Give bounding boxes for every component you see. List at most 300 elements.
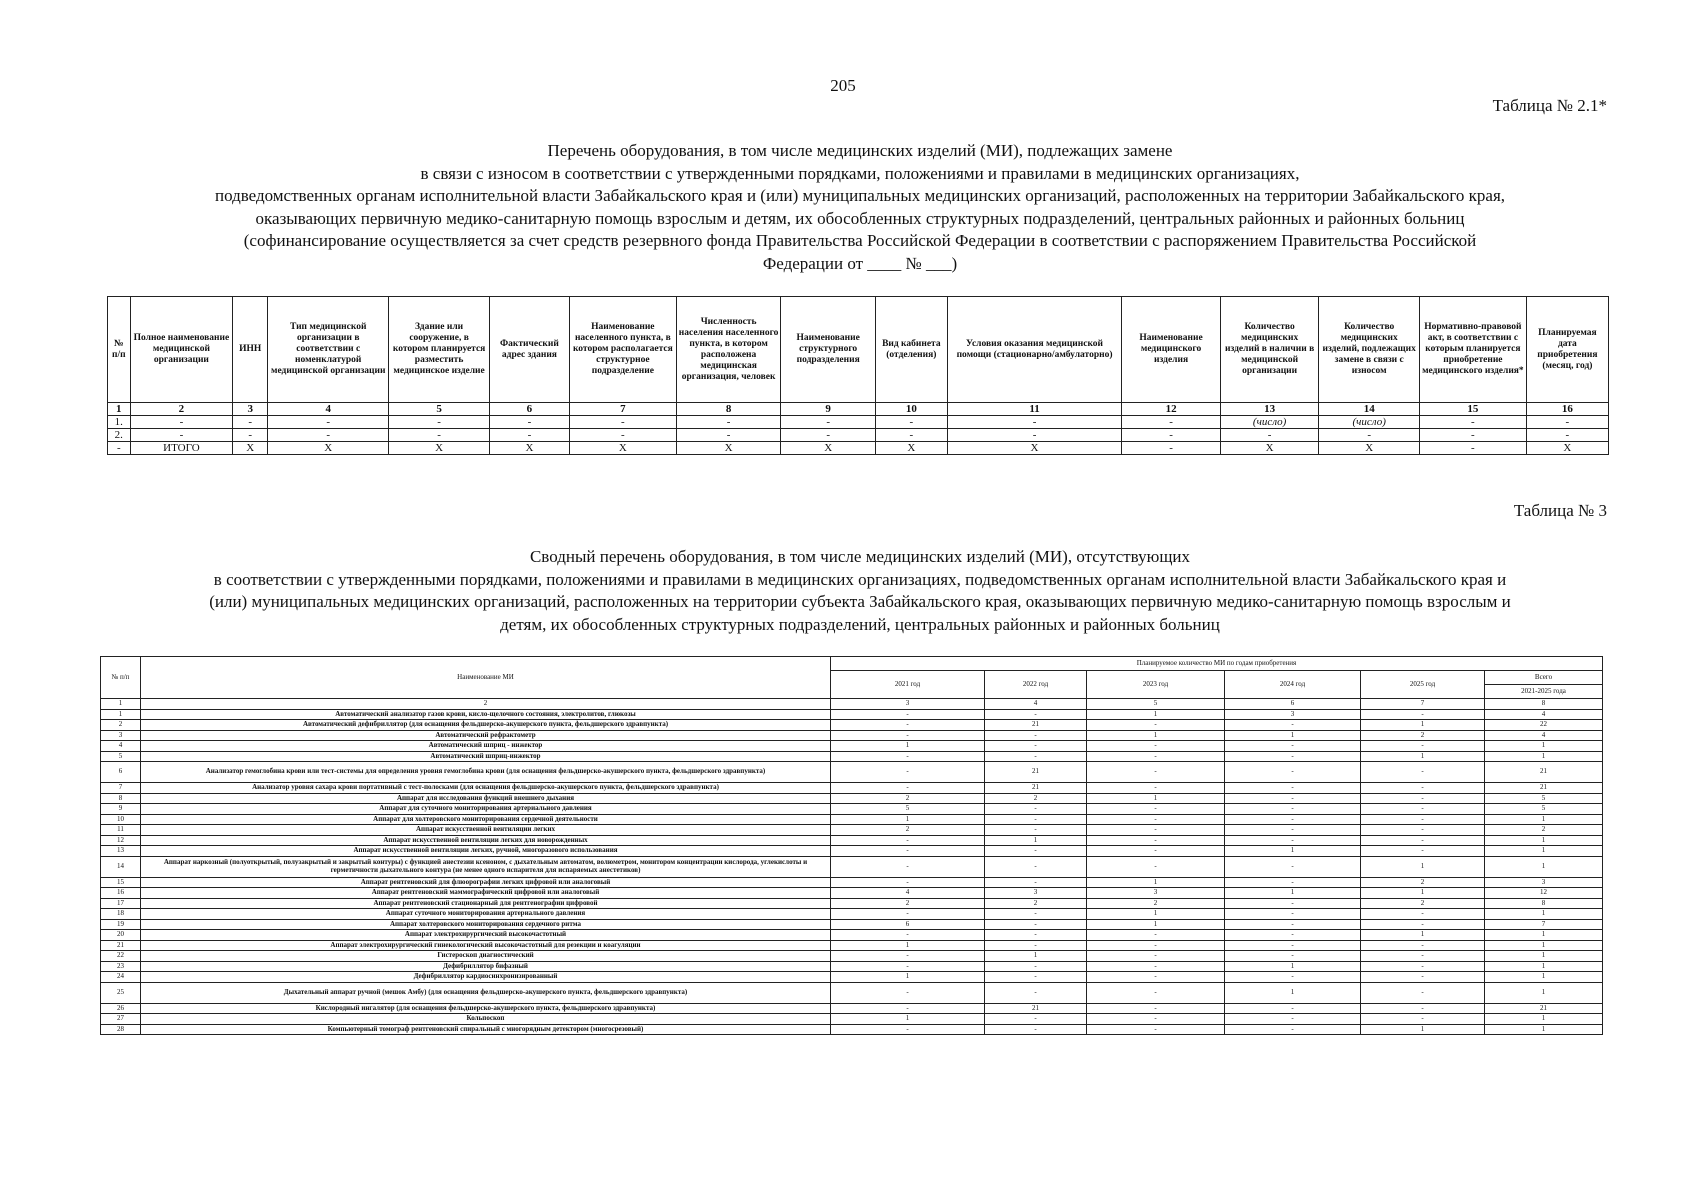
table-cell: -: [489, 416, 569, 429]
quantity-cell: -: [831, 783, 985, 794]
quantity-cell: -: [1225, 741, 1361, 752]
item-name: Дефибриллятор бифазный: [141, 961, 831, 972]
title-line: в соответствии с утвержденными порядками, положениями и правилами в медицинских организациях, подведомственных органам исполнительной власти Забайкальского края и: [213, 569, 1507, 589]
quantity-cell: 6: [831, 919, 985, 930]
row-number: 22: [101, 951, 141, 962]
quantity-cell: 1: [831, 1014, 985, 1025]
quantity-cell: -: [985, 972, 1087, 983]
quantity-cell: -: [831, 930, 985, 941]
table-cell: -: [233, 416, 268, 429]
table-cell: -: [389, 416, 490, 429]
quantity-cell: -: [1087, 804, 1225, 815]
item-name: Автоматический шприц-инжектор: [141, 751, 831, 762]
quantity-cell: 3: [1225, 709, 1361, 720]
quantity-cell: 21: [985, 720, 1087, 731]
table-row: [101, 877, 1603, 888]
row-number: 17: [101, 898, 141, 909]
row-number: 7: [101, 783, 141, 794]
quantity-cell: -: [1087, 825, 1225, 836]
column-number: 14: [1319, 403, 1420, 416]
column-number-row: [101, 699, 1603, 710]
item-name: Аппарат суточного мониторирования артериального давления: [141, 909, 831, 920]
column-number: 6: [1225, 699, 1361, 710]
table-cell: -: [1420, 416, 1527, 429]
table-row: [101, 898, 1603, 909]
quantity-cell: -: [831, 961, 985, 972]
quantity-cell: -: [985, 877, 1087, 888]
item-name: Автоматический дефибриллятор (для оснащения фельдшерско-акушерского пункта, фельдшерского здравпункта): [141, 720, 831, 731]
quantity-cell: -: [1087, 783, 1225, 794]
quantity-cell: -: [1225, 940, 1361, 951]
table-cell: -: [130, 429, 233, 442]
table-cell: (число): [1319, 416, 1420, 429]
quantity-cell: 1: [1225, 888, 1361, 899]
table-row: [101, 909, 1603, 920]
row-number: 5: [101, 751, 141, 762]
row-number: 24: [101, 972, 141, 983]
quantity-cell: 1: [1361, 751, 1485, 762]
quantity-cell: -: [1087, 846, 1225, 857]
header-year: 2023 год: [1087, 671, 1225, 699]
table-cell: -: [268, 416, 389, 429]
quantity-cell: 2: [1087, 898, 1225, 909]
table-row: [101, 1024, 1603, 1035]
table-row: [101, 846, 1603, 857]
table-row: [108, 429, 1609, 442]
table-cell: -: [875, 416, 947, 429]
quantity-cell: -: [1225, 762, 1361, 783]
table-cell: -: [1220, 429, 1319, 442]
table-row: [101, 793, 1603, 804]
quantity-cell: -: [1225, 877, 1361, 888]
quantity-cell: 1: [1485, 835, 1603, 846]
quantity-cell: 1: [1087, 909, 1225, 920]
quantity-cell: 3: [1087, 888, 1225, 899]
table-cell: -: [569, 429, 676, 442]
row-number: 15: [101, 877, 141, 888]
table-2-1-title: [110, 140, 1610, 275]
quantity-cell: 1: [1485, 814, 1603, 825]
quantity-cell: 2: [1361, 730, 1485, 741]
quantity-cell: 1: [1087, 793, 1225, 804]
quantity-cell: -: [1361, 909, 1485, 920]
table-row: [101, 762, 1603, 783]
column-number: 3: [233, 403, 268, 416]
quantity-cell: -: [831, 982, 985, 1003]
quantity-cell: -: [1087, 814, 1225, 825]
table-cell: X: [1220, 442, 1319, 455]
table-cell: -: [1122, 429, 1221, 442]
row-number: 25: [101, 982, 141, 1003]
quantity-cell: -: [1225, 856, 1361, 877]
quantity-cell: -: [1361, 783, 1485, 794]
table-row: [101, 951, 1603, 962]
table-2-1: [107, 296, 1609, 455]
column-header: Количество медицинских изделий, подлежащих замене в связи с износом: [1319, 297, 1420, 403]
column-number: 16: [1526, 403, 1608, 416]
quantity-cell: -: [1225, 804, 1361, 815]
title-line: Сводный перечень оборудования, в том числе медицинских изделий (МИ), отсутствующих: [529, 547, 1191, 566]
quantity-cell: 1: [1087, 919, 1225, 930]
quantity-cell: -: [1361, 1003, 1485, 1014]
quantity-cell: 1: [1485, 930, 1603, 941]
item-name: Компьютерный томограф рентгеновский спиральный с многорядным детектором (многосрезовый): [141, 1024, 831, 1035]
column-header: Количество медицинских изделий в наличии в медицинской организации: [1220, 297, 1319, 403]
column-header: Полное наименование медицинской организации: [130, 297, 233, 403]
quantity-cell: 2: [985, 793, 1087, 804]
table-3-label: Таблица № 3: [1513, 501, 1607, 520]
quantity-cell: -: [831, 1003, 985, 1014]
header-total: Всего: [1485, 671, 1603, 685]
table-cell: 1.: [108, 416, 131, 429]
column-number: 3: [831, 699, 985, 710]
quantity-cell: 1: [1225, 846, 1361, 857]
quantity-cell: 22: [1485, 720, 1603, 731]
table-cell: -: [569, 416, 676, 429]
table-cell: -: [130, 416, 233, 429]
quantity-cell: -: [831, 856, 985, 877]
quantity-cell: -: [985, 961, 1087, 972]
item-name: Аппарат наркозный (полуоткрытый, полузакрытый и закрытый контуры) с функцией анестезии ксеноном, с дыхательным автоматом, волюметром, монитором концентрации кислорода, углекислоты и герметичности дыхательного контура (не менее одного испарителя для испаряемых анестетиков): [141, 856, 831, 877]
quantity-cell: -: [1225, 919, 1361, 930]
quantity-cell: -: [985, 940, 1087, 951]
quantity-cell: 1: [1361, 720, 1485, 731]
table-cell: -: [1420, 429, 1527, 442]
title-line: подведомственных органам исполнительной власти Забайкальского края и (или) муниципальных медицинских организаций, расположенных на территории Забайкальского края,: [214, 186, 1506, 205]
quantity-cell: -: [985, 909, 1087, 920]
quantity-cell: -: [831, 909, 985, 920]
table-row: [101, 1014, 1603, 1025]
quantity-cell: -: [1361, 762, 1485, 783]
header-group: Планируемое количество МИ по годам приобретения: [831, 657, 1603, 671]
column-header: Вид кабинета (отделения): [875, 297, 947, 403]
item-name: Аппарат рентгеновский для флюорографии легких цифровой или аналоговый: [141, 877, 831, 888]
quantity-cell: 2: [1361, 877, 1485, 888]
quantity-cell: 2: [831, 825, 985, 836]
quantity-cell: -: [831, 762, 985, 783]
row-number: 13: [101, 846, 141, 857]
total-row: [108, 442, 1609, 455]
title-line: в связи с износом в соответствии с утвержденными порядками, положениями и правилами в медицинских организациях,: [420, 163, 1300, 183]
quantity-cell: -: [985, 982, 1087, 1003]
row-number: 19: [101, 919, 141, 930]
quantity-cell: -: [831, 951, 985, 962]
quantity-cell: 1: [831, 940, 985, 951]
row-number: 27: [101, 1014, 141, 1025]
quantity-cell: -: [985, 751, 1087, 762]
row-number: 9: [101, 804, 141, 815]
table-row: [101, 1003, 1603, 1014]
column-header: Планируемая дата приобретения (месяц, год): [1526, 297, 1608, 403]
row-number: 8: [101, 793, 141, 804]
quantity-cell: 1: [1361, 856, 1485, 877]
quantity-cell: -: [1361, 1014, 1485, 1025]
quantity-cell: -: [1361, 825, 1485, 836]
table-2-1-label: Таблица № 2.1*: [1492, 96, 1607, 115]
column-header: Численность населения населенного пункта, в котором расположена медицинская организация, человек: [676, 297, 781, 403]
quantity-cell: 2: [831, 898, 985, 909]
quantity-cell: -: [1087, 1003, 1225, 1014]
table-row: [101, 835, 1603, 846]
table-cell: ИТОГО: [130, 442, 233, 455]
row-number: 4: [101, 741, 141, 752]
table-row: [101, 751, 1603, 762]
quantity-cell: -: [1087, 720, 1225, 731]
row-number: 2: [101, 720, 141, 731]
table-row: [101, 972, 1603, 983]
quantity-cell: -: [985, 709, 1087, 720]
quantity-cell: -: [1087, 762, 1225, 783]
title-line: (или) муниципальных медицинских организаций, расположенных на территории субъекта Забайкальского края, оказывающих первичную медико-санитарную помощь взрослым и: [209, 592, 1511, 611]
item-name: Кольпоскоп: [141, 1014, 831, 1025]
title-line: оказывающих первичную медико-санитарную помощь взрослым и детям, их обособленных структурных подразделений, центральных районных и районных больниц: [255, 208, 1465, 228]
quantity-cell: 1: [985, 951, 1087, 962]
table-cell: (число): [1220, 416, 1319, 429]
column-header: Тип медицинской организации в соответствии с номенклатурой медицинской организации: [268, 297, 389, 403]
item-name: Аппарат искусственной вентиляции легких: [141, 825, 831, 836]
quantity-cell: -: [1225, 1024, 1361, 1035]
table-cell: -: [1420, 442, 1527, 455]
quantity-cell: 21: [985, 1003, 1087, 1014]
quantity-cell: -: [1087, 741, 1225, 752]
quantity-cell: -: [1225, 951, 1361, 962]
table-cell: -: [389, 429, 490, 442]
table-cell: -: [108, 442, 131, 455]
column-number: 4: [268, 403, 389, 416]
quantity-cell: -: [1225, 898, 1361, 909]
quantity-cell: -: [985, 804, 1087, 815]
quantity-cell: -: [1225, 835, 1361, 846]
table-cell: X: [781, 442, 875, 455]
quantity-cell: 5: [1485, 793, 1603, 804]
column-number: 7: [569, 403, 676, 416]
column-number: 1: [108, 403, 131, 416]
quantity-cell: -: [831, 846, 985, 857]
quantity-cell: 1: [1485, 972, 1603, 983]
item-name: Анализатор уровня сахара крови портативный с тест-полосками (для оснащения фельдшерско-акушерского пункта, фельдшерского здравпункта): [141, 783, 831, 794]
quantity-cell: 1: [1485, 846, 1603, 857]
item-name: Дыхательный аппарат ручной (мешок Амбу) (для оснащения фельдшерско-акушерского пункта, фельдшерского здравпункта): [141, 982, 831, 1003]
column-number: 11: [947, 403, 1122, 416]
table-row: [101, 720, 1603, 731]
row-number: 18: [101, 909, 141, 920]
item-name: Аппарат рентгеновский стационарный для рентгенографии цифровой: [141, 898, 831, 909]
quantity-cell: 1: [1225, 961, 1361, 972]
column-number: 7: [1361, 699, 1485, 710]
column-header: Фактический адрес здания: [489, 297, 569, 403]
quantity-cell: 21: [985, 762, 1087, 783]
quantity-cell: 1: [831, 741, 985, 752]
column-header: Наименование медицинского изделия: [1122, 297, 1221, 403]
table-cell: -: [947, 429, 1122, 442]
quantity-cell: 1: [1485, 1024, 1603, 1035]
quantity-cell: -: [1361, 804, 1485, 815]
quantity-cell: -: [1225, 1003, 1361, 1014]
quantity-cell: 1: [1485, 909, 1603, 920]
quantity-cell: -: [985, 730, 1087, 741]
quantity-cell: 1: [1087, 877, 1225, 888]
quantity-cell: -: [1087, 930, 1225, 941]
column-header: Здание или сооружение, в котором планируется разместить медицинское изделие: [389, 297, 490, 403]
quantity-cell: -: [1087, 951, 1225, 962]
table-cell: X: [268, 442, 389, 455]
header-name: Наименование МИ: [141, 657, 831, 699]
table-row: [101, 961, 1603, 972]
quantity-cell: 1: [1361, 888, 1485, 899]
item-name: Аппарат для исследования функций внешнего дыхания: [141, 793, 831, 804]
quantity-cell: -: [1225, 1014, 1361, 1025]
quantity-cell: 21: [1485, 1003, 1603, 1014]
item-name: Аппарат для холтеровского мониторирования сердечной деятельности: [141, 814, 831, 825]
quantity-cell: -: [1361, 919, 1485, 930]
header-total-range: 2021-2025 года: [1485, 685, 1603, 699]
row-number: 1: [101, 709, 141, 720]
table-cell: -: [781, 416, 875, 429]
quantity-cell: -: [1225, 814, 1361, 825]
table-cell: -: [268, 429, 389, 442]
table-row: [101, 940, 1603, 951]
item-name: Аппарат электрохирургический высокочастотный: [141, 930, 831, 941]
quantity-cell: -: [1361, 793, 1485, 804]
column-header: ИНН: [233, 297, 268, 403]
table-row: [101, 741, 1603, 752]
quantity-cell: 2: [831, 793, 985, 804]
quantity-cell: 1: [1485, 951, 1603, 962]
quantity-cell: -: [985, 919, 1087, 930]
item-name: Аппарат рентгеновский маммографический цифровой или аналоговый: [141, 888, 831, 899]
table-cell: -: [1526, 416, 1608, 429]
table-cell: -: [875, 429, 947, 442]
quantity-cell: -: [1361, 741, 1485, 752]
table-row: [108, 416, 1609, 429]
quantity-cell: 21: [1485, 783, 1603, 794]
header-num: № п/п: [101, 657, 141, 699]
header-year: 2022 год: [985, 671, 1087, 699]
quantity-cell: 2: [985, 898, 1087, 909]
row-number: 12: [101, 835, 141, 846]
item-name: Автоматический анализатор газов крови, кисло-щелочного состояния, электролитов, глюкозы: [141, 709, 831, 720]
title-line: детям, их обособленных структурных подразделений, центральных районных и районных больниц: [500, 614, 1220, 634]
quantity-cell: 2: [1485, 825, 1603, 836]
column-number-row: [108, 403, 1609, 416]
table-2-1-header-row: [108, 297, 1609, 403]
quantity-cell: 12: [1485, 888, 1603, 899]
column-number: 10: [875, 403, 947, 416]
quantity-cell: 21: [1485, 762, 1603, 783]
quantity-cell: -: [831, 751, 985, 762]
table-row: [101, 982, 1603, 1003]
row-number: 14: [101, 856, 141, 877]
column-number: 2: [141, 699, 831, 710]
table-row: [101, 919, 1603, 930]
quantity-cell: 1: [831, 972, 985, 983]
table-cell: 2.: [108, 429, 131, 442]
quantity-cell: -: [1361, 709, 1485, 720]
quantity-cell: 1: [1361, 930, 1485, 941]
table-cell: -: [781, 429, 875, 442]
quantity-cell: 4: [831, 888, 985, 899]
quantity-cell: -: [1225, 972, 1361, 983]
header-year: 2024 год: [1225, 671, 1361, 699]
table-cell: X: [233, 442, 268, 455]
table-cell: X: [569, 442, 676, 455]
quantity-cell: -: [985, 1014, 1087, 1025]
table-3: [100, 656, 1603, 1035]
quantity-cell: -: [1361, 835, 1485, 846]
table-row: [101, 825, 1603, 836]
item-name: Аппарат искусственной вентиляции легких, ручной, многоразового использования: [141, 846, 831, 857]
quantity-cell: 1: [1361, 1024, 1485, 1035]
table-cell: X: [389, 442, 490, 455]
table-cell: -: [676, 429, 781, 442]
column-number: 13: [1220, 403, 1319, 416]
column-number: 8: [1485, 699, 1603, 710]
quantity-cell: -: [985, 814, 1087, 825]
header-year: 2025 год: [1361, 671, 1485, 699]
quantity-cell: -: [1361, 982, 1485, 1003]
quantity-cell: -: [985, 856, 1087, 877]
quantity-cell: -: [831, 877, 985, 888]
quantity-cell: 1: [1087, 730, 1225, 741]
item-name: Кислородный ингалятор (для оснащения фельдшерско-акушерского пункта, фельдшерского здравпункта): [141, 1003, 831, 1014]
table-row: [101, 804, 1603, 815]
quantity-cell: -: [1087, 961, 1225, 972]
quantity-cell: -: [831, 730, 985, 741]
table-cell: -: [1526, 429, 1608, 442]
quantity-cell: -: [985, 825, 1087, 836]
row-number: 11: [101, 825, 141, 836]
quantity-cell: -: [1087, 982, 1225, 1003]
quantity-cell: -: [1361, 940, 1485, 951]
quantity-cell: -: [1361, 846, 1485, 857]
table-row: [101, 709, 1603, 720]
column-number: 5: [389, 403, 490, 416]
header-year: 2021 год: [831, 671, 985, 699]
quantity-cell: -: [1361, 972, 1485, 983]
title-line: Перечень оборудования, в том числе медицинских изделий (МИ), подлежащих замене: [547, 141, 1173, 160]
quantity-cell: -: [1087, 856, 1225, 877]
table-cell: X: [875, 442, 947, 455]
table-cell: X: [489, 442, 569, 455]
quantity-cell: -: [985, 930, 1087, 941]
quantity-cell: 1: [1087, 709, 1225, 720]
quantity-cell: 3: [1485, 877, 1603, 888]
column-number: 1: [101, 699, 141, 710]
quantity-cell: 1: [1485, 856, 1603, 877]
quantity-cell: 1: [1485, 961, 1603, 972]
quantity-cell: -: [1225, 783, 1361, 794]
quantity-cell: -: [985, 846, 1087, 857]
quantity-cell: 8: [1485, 898, 1603, 909]
quantity-cell: 1: [1485, 741, 1603, 752]
quantity-cell: -: [1225, 720, 1361, 731]
quantity-cell: -: [1225, 825, 1361, 836]
quantity-cell: -: [1087, 972, 1225, 983]
title-line: Федерации от ____ № ___): [762, 253, 958, 273]
quantity-cell: -: [985, 741, 1087, 752]
quantity-cell: -: [1225, 751, 1361, 762]
quantity-cell: 2: [1361, 898, 1485, 909]
quantity-cell: -: [1087, 1014, 1225, 1025]
table-cell: -: [1122, 416, 1221, 429]
column-number: 4: [985, 699, 1087, 710]
table-row: [101, 930, 1603, 941]
quantity-cell: -: [831, 720, 985, 731]
quantity-cell: -: [1361, 814, 1485, 825]
table-cell: X: [1319, 442, 1420, 455]
table-cell: -: [676, 416, 781, 429]
column-number: 2: [130, 403, 233, 416]
